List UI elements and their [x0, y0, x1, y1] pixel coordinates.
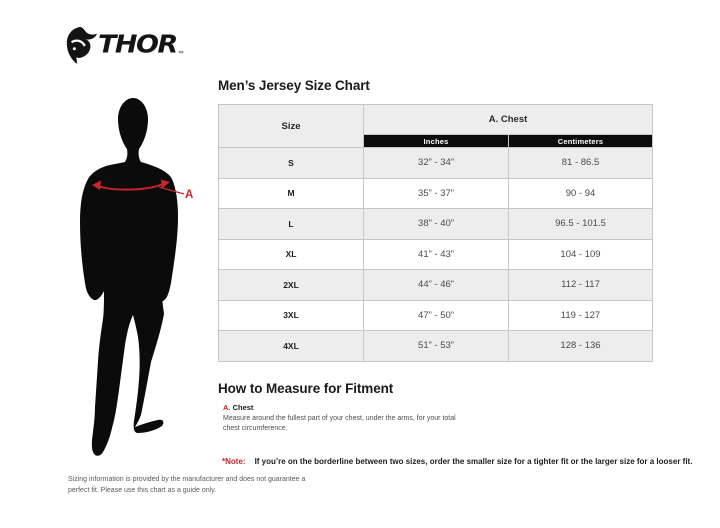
centimeters-cell: 104 - 109: [509, 239, 653, 270]
table-row: [219, 331, 653, 362]
note-text: If you’re on the borderline between two sizes, order the smaller size for a tighter fit or the larger size for a looser fit.: [254, 457, 693, 466]
size-chart-title: Men’s Jersey Size Chart: [218, 78, 370, 93]
size-cell: 4XL: [219, 331, 364, 362]
size-cell: L: [219, 209, 364, 240]
trademark-symbol: ™: [177, 51, 184, 57]
table-row: [219, 209, 653, 240]
column-header-chest: A. Chest: [364, 105, 653, 135]
inches-cell: 47” - 50”: [364, 300, 509, 331]
inches-cell: 35” - 37”: [364, 178, 509, 209]
inches-cell: 38” - 40”: [364, 209, 509, 240]
brand-wordmark: THOR: [98, 30, 177, 59]
inches-cell: 51” - 53”: [364, 331, 509, 362]
measure-section-title: How to Measure for Fitment: [218, 381, 394, 396]
column-header-inches: Inches: [364, 135, 509, 148]
male-figure-shape: [80, 98, 178, 456]
size-chart-table: [218, 104, 653, 362]
size-cell: S: [219, 148, 364, 179]
size-cell: XL: [219, 239, 364, 270]
centimeters-cell: 112 - 117: [509, 270, 653, 301]
centimeters-cell: 90 - 94: [509, 178, 653, 209]
table-row: [219, 239, 653, 270]
inches-cell: 32” - 34”: [364, 148, 509, 179]
centimeters-cell: 128 - 136: [509, 331, 653, 362]
table-row: [219, 178, 653, 209]
table-row: [219, 148, 653, 179]
column-header-size: Size: [219, 105, 364, 148]
measure-item-description: Measure around the fullest part of your chest, under the arms, for your total chest circumference.: [223, 415, 456, 433]
centimeters-cell: 96.5 - 101.5: [509, 209, 653, 240]
table-row: [219, 300, 653, 331]
chest-measure-label: A: [185, 189, 194, 201]
measure-item-heading: [223, 403, 461, 412]
body-silhouette: [60, 90, 220, 475]
manufacturer-disclaimer: Sizing information is provided by the manufacturer and does not guarantee a perfect fit. Please use this chart as a guide only.: [68, 476, 306, 494]
inches-cell: 44” - 46”: [364, 270, 509, 301]
size-cell: M: [219, 178, 364, 209]
measure-item-key: A.: [223, 403, 231, 412]
thor-helmet-icon: [64, 26, 98, 64]
centimeters-cell: 119 - 127: [509, 300, 653, 331]
measure-item-name: Chest: [232, 403, 254, 412]
size-cell: 2XL: [219, 270, 364, 301]
thor-logo: [64, 26, 184, 64]
size-cell: 3XL: [219, 300, 364, 331]
inches-cell: 41” - 43”: [364, 239, 509, 270]
table-row: [219, 270, 653, 301]
centimeters-cell: 81 - 86.5: [509, 148, 653, 179]
sizing-note: [222, 457, 692, 466]
column-header-centimeters: Centimeters: [509, 135, 653, 148]
note-label: *Note:: [222, 457, 246, 466]
measure-item-chest: [223, 403, 461, 434]
